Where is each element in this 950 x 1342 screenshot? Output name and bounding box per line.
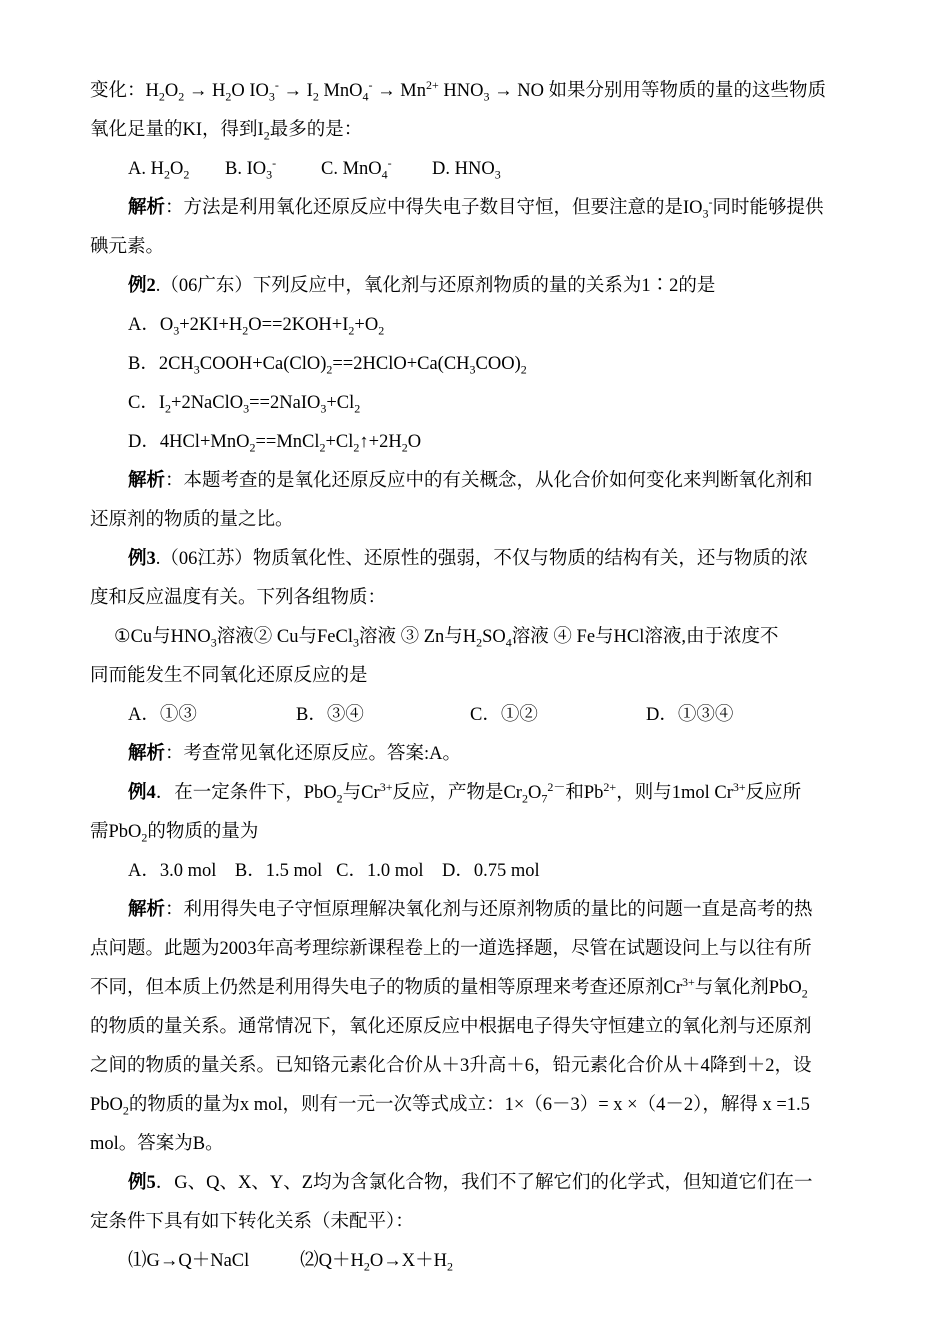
- text-line: 之间的物质的量关系。已知铬元素化合价从＋3升高＋6，铅元素化合价从＋4降到＋2，设: [90, 1056, 812, 1076]
- text-line: [128, 469, 813, 493]
- subscript: 2: [326, 362, 333, 377]
- subscript: 2: [336, 791, 343, 806]
- text-segment: COO): [475, 354, 521, 374]
- subscript: 3: [243, 401, 250, 416]
- text-segment: ：方法是利用氧化还原反应中得失电子数目守恒，但要注意的是IO: [165, 198, 703, 218]
- superscript: 2－: [547, 779, 566, 794]
- formula-line: [90, 976, 808, 1000]
- text-segment: → Mn: [372, 81, 426, 101]
- text-line: [90, 118, 362, 142]
- subscript: 2: [363, 1259, 370, 1274]
- text-segment: MnO: [318, 81, 363, 101]
- superscript: 3+: [682, 974, 695, 989]
- text-segment: SO: [482, 627, 506, 647]
- example-label: 例4: [128, 783, 156, 803]
- text-segment: O==2KOH+I: [248, 315, 349, 335]
- text-segment: 氧化足量的KI，得到I: [90, 120, 264, 140]
- subscript: 2: [263, 128, 270, 143]
- text-line: 度和反应温度有关。下列各组物质：: [90, 588, 387, 608]
- formula-line: [128, 1249, 453, 1273]
- text-segment: PbO: [90, 1095, 123, 1115]
- text-segment: +2KI+H: [179, 315, 243, 335]
- subscript: 2: [249, 440, 256, 455]
- text-segment: 和Pb: [565, 783, 604, 803]
- text-segment: ：利用得失电子守恒原理解决氧化剂与还原剂物质的量比的问题一直是高考的热: [165, 900, 813, 920]
- option-d: D．①③④: [646, 705, 734, 725]
- text-segment: HNO: [438, 81, 484, 101]
- text-segment: ①Cu与HNO: [114, 627, 211, 647]
- text-segment: .（06江苏）物质氧化性、还原性的强弱，不仅与物质的结构有关，还与物质的浓: [155, 549, 808, 569]
- text-segment: O: [164, 81, 179, 101]
- text-segment: 与氧化剂PbO: [694, 978, 802, 998]
- text-segment: ⑴G→Q＋NaCl ⑵Q＋H: [128, 1251, 364, 1271]
- formula-line: [128, 352, 527, 376]
- text-line: 碘元素。: [90, 237, 165, 257]
- text-segment: 需PbO: [90, 822, 142, 842]
- subscript: 4: [505, 635, 512, 650]
- text-segment: ：考查常见氧化还原反应。答案:A。: [165, 744, 462, 764]
- analysis-label: 解析: [128, 198, 166, 218]
- subscript: 2: [354, 401, 361, 416]
- formula-line: [90, 1093, 810, 1117]
- text-segment: ．在一定条件下，PbO: [155, 783, 337, 803]
- formula-line: [128, 430, 421, 454]
- text-segment: B．2CH: [128, 354, 194, 374]
- text-segment: ．G、Q、X、Y、Z均为含氯化合物，我们不了解它们的化学式，但知道它们在一: [155, 1173, 813, 1193]
- text-line: [90, 79, 826, 103]
- answer-options: [128, 157, 501, 181]
- analysis-label: 解析: [128, 900, 166, 920]
- text-segment: 最多的是：: [269, 120, 363, 140]
- subscript: 2: [178, 89, 185, 104]
- text-segment: ==2NaIO: [249, 393, 321, 413]
- subscript: 3: [469, 362, 476, 377]
- subscript: 3: [210, 635, 217, 650]
- text-line: 定条件下具有如下转化关系（未配平）：: [90, 1212, 414, 1232]
- text-segment: 溶液 ③ Zn与H: [358, 627, 477, 647]
- text-segment: O→X＋H: [369, 1251, 447, 1271]
- superscript: -: [368, 77, 373, 92]
- text-segment: → H: [184, 81, 226, 101]
- text-segment: ==2HClO+Ca(CH: [332, 354, 470, 374]
- superscript: 3+: [379, 779, 393, 794]
- subscript: 2: [521, 791, 528, 806]
- text-line: 点问题。此题为2003年高考理综新课程卷上的一道选择题，尽管在试题设问上与以往有所: [90, 939, 812, 959]
- text-segment: 的物质的量为x mol，则有一元一次等式成立：1×（6－3）= x ×（4－2），解得 x =1.5: [128, 1095, 810, 1115]
- text-segment: 变化：H: [90, 81, 159, 101]
- superscript: 3+: [732, 779, 746, 794]
- option-d: D. $HNO_3$: [432, 159, 501, 182]
- subscript: 3: [173, 323, 180, 338]
- formula-line: [114, 625, 779, 649]
- formula-line: [128, 781, 801, 805]
- text-segment: +O: [354, 315, 379, 335]
- subscript: 3: [193, 362, 200, 377]
- text-segment: .（06广东）下列反应中，氧化剂与还原剂物质的量的关系为1∶2的是: [155, 276, 716, 296]
- text-segment: 不同，但本质上仍然是利用得失电子的物质的量相等原理来考查还原剂Cr: [90, 978, 683, 998]
- subscript: 3: [352, 635, 359, 650]
- subscript: 3: [702, 206, 709, 221]
- example-label: 例2: [128, 276, 156, 296]
- text-segment: 溶液 ④ Fe与HCl溶液,由于浓度不: [511, 627, 779, 647]
- subscript: 3: [268, 89, 275, 104]
- subscript: 2: [319, 440, 326, 455]
- formula-line: [128, 391, 360, 415]
- text-segment: C．I: [128, 393, 166, 413]
- text-segment: → NO 如果分别用等物质的量的这些物质: [489, 81, 827, 101]
- subscript: 2: [801, 986, 808, 1001]
- subscript: 2: [242, 323, 249, 338]
- subscript: 2: [348, 323, 355, 338]
- text-segment: ，则与1mol Cr: [616, 783, 733, 803]
- text-segment: [155, 779, 802, 806]
- text-line: [128, 742, 461, 766]
- text-segment: +2NaClO: [171, 393, 244, 413]
- option-c: C．①②: [470, 705, 538, 725]
- subscript: 2: [122, 1103, 129, 1118]
- text-line: mol。答案为B。: [90, 1134, 224, 1154]
- subscript: 2: [165, 401, 172, 416]
- text-line: [128, 1171, 813, 1195]
- subscript: 2: [312, 89, 319, 104]
- text-segment: ：本题考查的是氧化还原反应中的有关概念，从化合价如何变化来判断氧化剂和: [165, 471, 813, 491]
- subscript: 2: [520, 362, 527, 377]
- text-segment: → I: [278, 81, 313, 101]
- superscript: 2+: [425, 77, 439, 92]
- subscript: 3: [320, 401, 327, 416]
- text-line: 还原剂的物质的量之比。: [90, 510, 294, 530]
- formula-line: [128, 313, 384, 337]
- text-segment: ↑+2H: [359, 432, 402, 452]
- option-a: A．①③: [128, 705, 197, 725]
- subscript: 7: [541, 791, 548, 806]
- text-segment: D．4HCl+MnO: [128, 432, 250, 452]
- option-c: C. MnO$_4$-: [321, 155, 392, 182]
- option-a: A. $H_2O_2$: [128, 159, 190, 182]
- text-segment: O: [407, 432, 422, 452]
- text-segment: COOH+Ca(ClO): [199, 354, 327, 374]
- option-b: B．③④: [296, 705, 364, 725]
- text-line: [128, 274, 715, 298]
- subscript: 2: [378, 323, 385, 338]
- text-segment: +Cl: [325, 432, 354, 452]
- analysis-label: 解析: [128, 471, 166, 491]
- text-segment: O IO: [231, 81, 269, 101]
- text-line: A．3.0 mol B．1.5 mol C．1.0 mol D．0.75 mol: [128, 861, 540, 881]
- subscript: 2: [476, 635, 483, 650]
- text-segment: ==MnCl: [255, 432, 320, 452]
- text-segment: 反应，产物是Cr: [392, 783, 522, 803]
- option-b: B. $IO_3^-$: [225, 155, 277, 182]
- text-segment: +Cl: [326, 393, 355, 413]
- text-segment: A．O: [128, 315, 174, 335]
- text-segment: O: [527, 783, 542, 803]
- subscript: 2: [401, 440, 408, 455]
- text-segment: 的物质的量为: [147, 822, 259, 842]
- text-line: [128, 547, 808, 571]
- subscript: 2: [446, 1259, 453, 1274]
- example-label: 例5: [128, 1173, 156, 1193]
- text-line: [128, 898, 813, 922]
- superscript: -: [274, 77, 279, 92]
- answer-options: [128, 703, 733, 727]
- subscript: 2: [225, 89, 232, 104]
- subscript: 2: [158, 89, 165, 104]
- subscript: 2: [353, 440, 360, 455]
- superscript: -: [708, 194, 713, 209]
- text-line: 同而能发生不同氧化还原反应的是: [90, 666, 368, 686]
- subscript: 4: [362, 89, 369, 104]
- text-line: [128, 196, 824, 220]
- subscript: 2: [141, 830, 148, 845]
- subscript: 3: [483, 89, 490, 104]
- text-segment: 同时能够提供: [712, 198, 824, 218]
- text-segment: 反应所: [745, 783, 802, 803]
- superscript: 2+: [603, 779, 617, 794]
- analysis-label: 解析: [128, 744, 166, 764]
- example-label: 例3: [128, 549, 156, 569]
- text-segment: 溶液② Cu与FeCl: [216, 627, 353, 647]
- text-segment: 与Cr: [342, 783, 380, 803]
- formula-line: [90, 820, 258, 844]
- text-line: 的物质的量关系。通常情况下，氧化还原反应中根据电子得失守恒建立的氧化剂与还原剂: [90, 1017, 812, 1037]
